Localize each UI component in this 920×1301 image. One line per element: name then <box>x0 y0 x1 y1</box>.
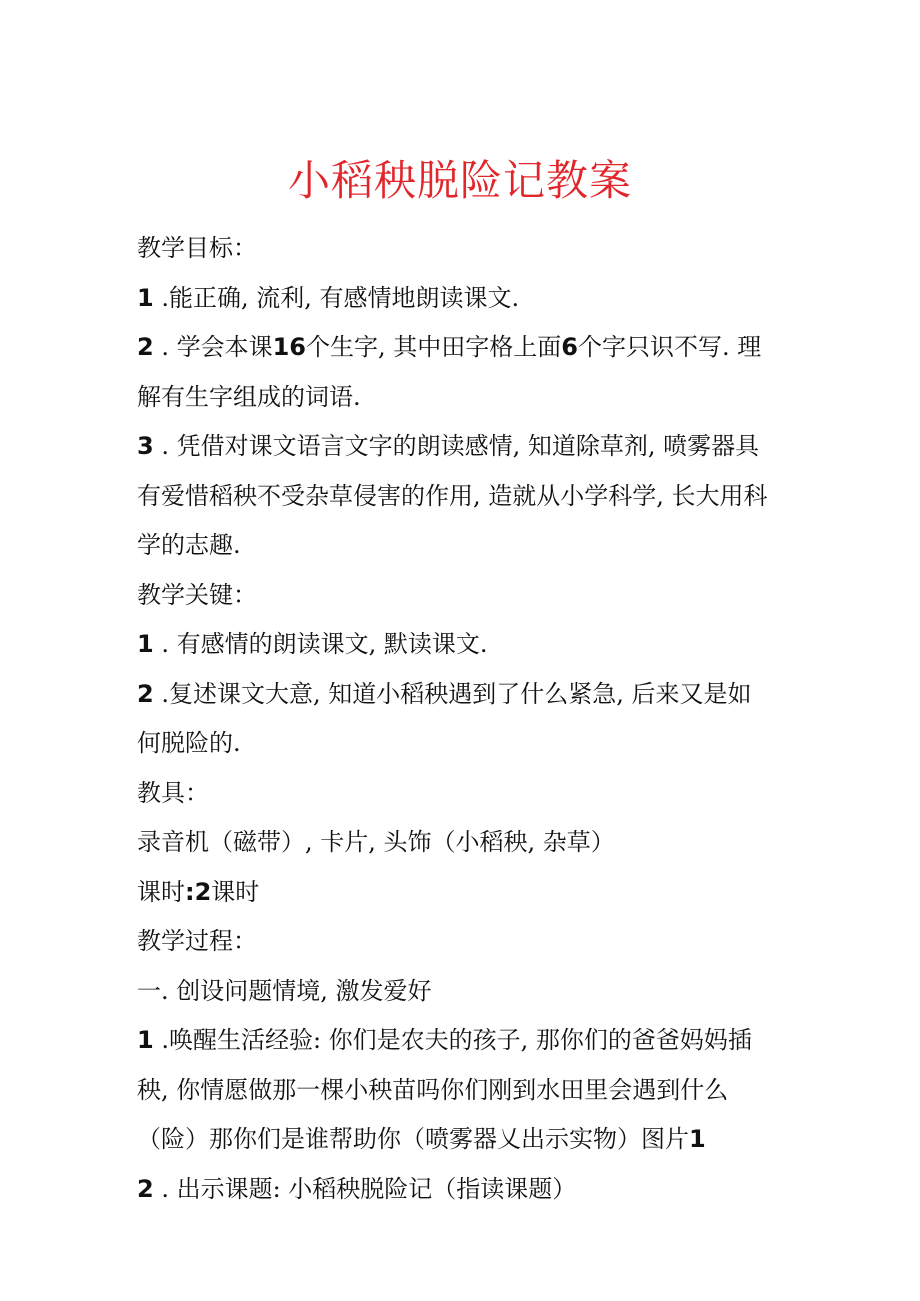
objective-2-text-c: 个字只识不写. 理 <box>577 333 762 361</box>
process-2-number: 2 <box>137 1174 154 1203</box>
class-hours-unit: 课时 <box>211 877 260 906</box>
process-section-1: 一. 创设问题情境, 激发爱好 <box>137 976 432 1005</box>
objective-3-line-3: 学的志趣. <box>137 531 241 559</box>
objective-3-line-2: 有爱惜稻秧不受杂草侵害的作用, 造就从小学科学, 长大用科 <box>137 481 768 510</box>
objectives-heading: 教学目标： <box>137 234 257 262</box>
document-title: 小稻秧脱险记教案 <box>287 156 632 205</box>
objective-item-3 <box>137 422 797 472</box>
process-1-line-1: .唤醒生活经验: 你们是农夫的孩子, 那你们的爸爸妈妈插 <box>153 1026 752 1054</box>
objective-2-text-b: 个生字, 其中田字格上面 <box>306 333 562 361</box>
key-point-item-1 <box>137 620 797 670</box>
class-hours-label: 课时 <box>137 877 185 906</box>
objective-item-1 <box>137 274 797 324</box>
process-item-1 <box>137 1016 797 1066</box>
key-point-2-line-1: .复述课文大意, 知道小稻秧遇到了什么紧急, 后来又是如 <box>153 679 752 708</box>
process-1-number: 1 <box>137 1026 154 1054</box>
objective-3-number: 3 <box>137 432 154 460</box>
process-1-line-3 <box>137 1115 797 1165</box>
objective-2-count-6: 6 <box>561 333 578 361</box>
key-points-heading: 教学关键： <box>137 580 257 609</box>
key-point-2-line-2: 何脱险的. <box>137 729 241 757</box>
objective-2-continuation: 解有生字组成的词语. <box>137 382 361 411</box>
objective-item-2 <box>137 323 797 373</box>
key-point-1-number: 1 <box>137 630 154 658</box>
process-item-2 <box>137 1165 797 1215</box>
key-point-2-number: 2 <box>137 679 154 708</box>
objective-2-number: 2 <box>137 333 154 361</box>
process-1-line-3-text: （险）那你们是谁帮助你（喷雾器乂出示实物）图片 <box>137 1125 689 1153</box>
key-point-1-text: . 有感情的朗读课文, 默读课文. <box>153 630 488 658</box>
aids-text: 录音机（磁带）, 卡片, 头饰（小稻秧, 杂草） <box>137 828 615 856</box>
class-hours <box>137 868 797 918</box>
objective-2-count-16: 16 <box>272 333 306 361</box>
process-1-picture-number: 1 <box>689 1125 706 1153</box>
objective-2-text-a: . 学会本课 <box>153 333 273 361</box>
document-body <box>137 224 797 1214</box>
aids-heading: 教具： <box>137 778 209 807</box>
process-heading: 教学过程： <box>137 927 257 955</box>
process-2-text: . 出示课题: 小稻秧脱险记（指读课题） <box>153 1174 577 1203</box>
key-point-item-2 <box>137 670 797 720</box>
objective-3-line-1: . 凭借对课文语言文字的朗读感情, 知道除草剂, 喷雾器具 <box>153 432 760 460</box>
objective-1-number: 1 <box>137 283 154 312</box>
class-hours-value: :2 <box>185 877 212 906</box>
process-1-line-2: 秧, 你情愿做那一棵小秧苗吗你们刚到水田里会遇到什么 <box>137 1075 729 1104</box>
objective-1-text: .能正确, 流利, 有感情地朗读课文. <box>153 283 520 312</box>
